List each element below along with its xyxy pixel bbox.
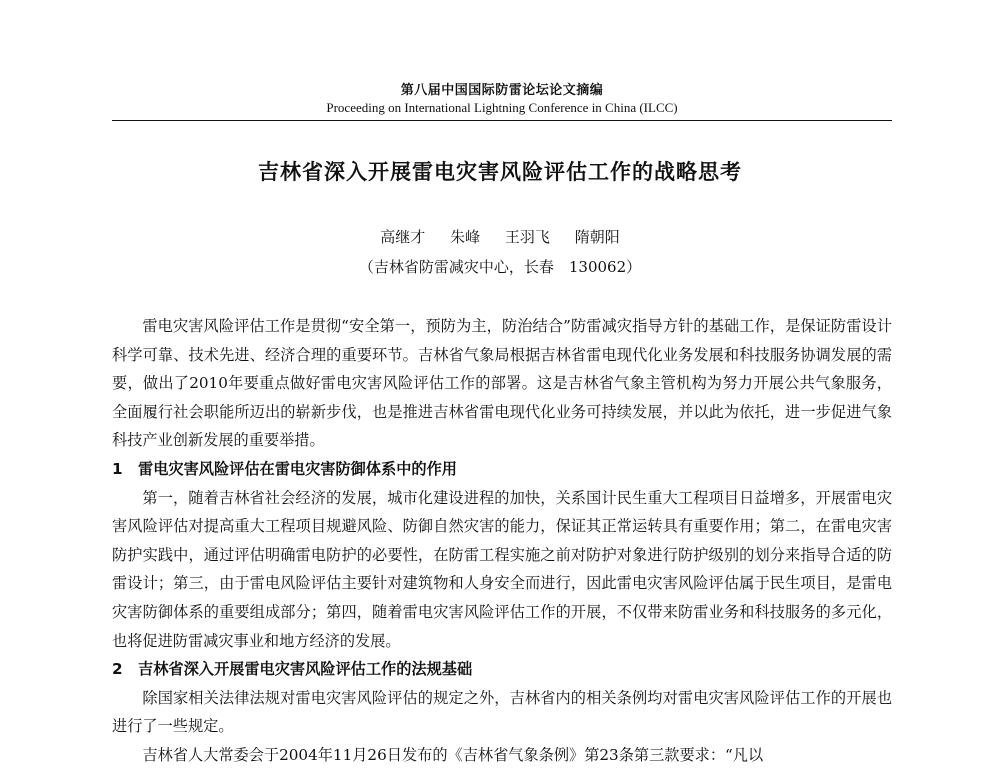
section-paragraph: 第一，随着吉林省社会经济的发展，城市化建设进程的加快，关系国计民生重大工程项目日益增多，开展雷电灾害风险评估对提高重大工程项目规避风险、防御自然灾害的能力，保证其正常运转具有重要作用；第二，在雷电灾害防护实践中，通过评估明确雷电防护的必要性，在防雷工程实施之前对防护对象进行防护级别的划分来指导合适的防雷设计；第三，由于雷电风险评估主要针对建筑物和人身安全而进行，因此雷电灾害风险评估属于民生项目，是雷电灾害防御体系的重要组成部分；第四，随着雷电灾害风险评估工作的开展，不仅带来防雷业务和科技服务的多元化，也将促进防雷减灾事业和地方经济的发展。 <box>112 488 892 650</box>
section-paragraph: 吉林省人大常委会于2004年11月26日发布的《吉林省气象条例》第23条第三款要求：“凡以 <box>142 745 764 764</box>
section-number: 1 <box>112 459 123 478</box>
section-number: 2 <box>112 660 123 679</box>
header-english: Proceeding on International Lightning Conference in China (ILCC) <box>326 100 678 115</box>
section-heading <box>112 655 892 684</box>
author: 朱峰 <box>450 228 481 246</box>
author: 隋朝阳 <box>574 228 620 246</box>
header-rule <box>112 120 892 121</box>
section-title: 吉林省深入开展雷电灾害风险评估工作的法规基础 <box>138 660 473 679</box>
author: 王羽飞 <box>504 228 550 246</box>
author: 高继才 <box>380 228 426 246</box>
affiliation: （吉林省防雷减灾中心，长春 130062） <box>358 258 642 276</box>
section-title: 雷电灾害风险评估在雷电灾害防御体系中的作用 <box>138 459 457 478</box>
paper-body <box>112 312 892 770</box>
section-paragraph: 除国家相关法律法规对雷电灾害风险评估的规定之外，吉林省内的相关条例均对雷电灾害风险评估工作的开展也进行了一些规定。 <box>112 688 892 736</box>
running-header <box>112 82 892 116</box>
section-heading <box>112 455 892 484</box>
intro-paragraph: 雷电灾害风险评估工作是贯彻“安全第一，预防为主，防治结合”防雷减灾指导方针的基础工作，是保证防雷设计科学可靠、技术先进、经济合理的重要环节。吉林省气象局根据吉林省雷电现代化业务发展和科技服务协调发展的需要，做出了2010年要重点做好雷电灾害风险评估工作的部署。这是吉林省气象主管机构为努力开展公共气象服务，全面履行社会职能所迈出的崭新步伐，也是推进吉林省雷电现代化业务可持续发展，并以此为依托，进一步促进气象科技产业创新发展的重要举措。 <box>112 317 892 450</box>
author-list <box>0 226 1000 247</box>
paper-title: 吉林省深入开展雷电灾害风险评估工作的战略思考 <box>258 160 742 184</box>
header-chinese: 第八届中国国际防雷论坛论文摘编 <box>400 83 604 98</box>
